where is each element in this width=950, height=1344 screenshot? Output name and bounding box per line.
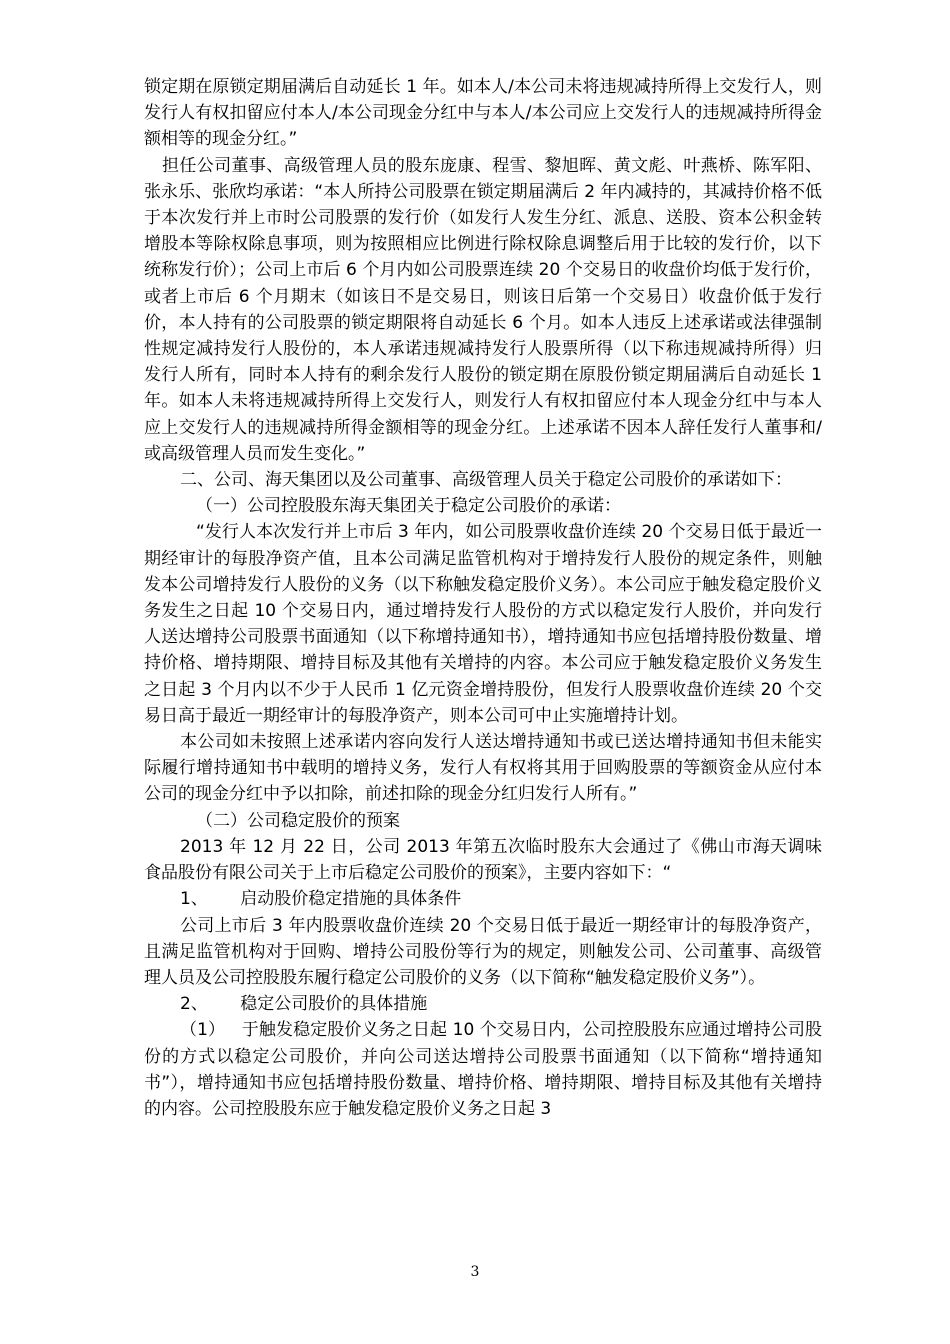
paragraph-10: 公司上市后 3 年内股票收盘价连续 20 个交易日低于最近一期经审计的每股净资产，且满足监管机构对于回购、增持公司股份等行为的规定，则触发公司、公司董事、高级管理人员及公司控股股东履行稳定公司股价的义务（以下简称“触发稳定股价义务”）。 bbox=[144, 915, 822, 988]
paragraph-5: “发行人本次发行并上市后 3 年内，如公司股票收盘价连续 20 个交易日低于最近一期经审计的每股净资产值，且本公司满足监管机构对于增持发行人股份的规定条件，则触发本公司增持发行人股份的义务（以下称触发稳定股价义务）。本公司应于触发稳定股价义务发生之日起 10 个交易日内，通过增持发行人股份的方式以稳定发行人股价，并向发行人送达增持公司股票书面通知（以下称增持通知书），增持通知书应包括增持股份数量、增持价格、增持期限、增持目标及其他有关增持的内容。本公司应于触发稳定股价义务发生之日起 3 个月内以不少于人民币 1 亿元资金增持股份，但发行人股票收盘价连续 20 个交易日高于最近一期经审计的每股净资产，则本公司可中止实施增持计划。 bbox=[144, 522, 822, 726]
paragraph-7-heading: （二）公司稳定股价的预案 bbox=[196, 810, 400, 831]
document-body bbox=[144, 74, 828, 1122]
paragraph-4-heading: （一）公司控股股东海天集团关于稳定公司股价的承诺： bbox=[196, 496, 621, 517]
paragraph-3: 二、公司、海天集团以及公司董事、高级管理人员关于稳定公司股价的承诺如下： bbox=[180, 470, 792, 491]
paragraph-12: （1） 于触发稳定股价义务之日起 10 个交易日内，公司控股股东应通过增持公司股份的方式以稳定公司股价，并向公司送达增持公司股票书面通知（以下简称“增持通知书”），增持通知书应包括增持股份数量、增持价格、增持期限、增持目标及其他有关增持的内容。公司控股股东应于触发稳定股价义务之日起 3 bbox=[144, 1020, 822, 1119]
paragraph-11-heading: 2、 稳定公司股价的具体措施 bbox=[180, 994, 428, 1015]
paragraph-9-heading: 1、 启动股价稳定措施的具体条件 bbox=[180, 889, 462, 910]
paragraph-1: 锁定期在原锁定期届满后自动延长 1 年。如本人/本公司未将违规减持所得上交发行人，则发行人有权扣留应付本人/本公司现金分红中与本人/本公司应上交发行人的违规减持所得金额相等的现金分红。” bbox=[144, 77, 822, 150]
paragraph-6: 本公司如未按照上述承诺内容向发行人送达增持通知书或已送达增持通知书但未能实际履行增持通知书中载明的增持义务，发行人有权将其用于回购股票的等额资金从应付本公司的现金分红中予以扣除，前述扣除的现金分红归发行人所有。” bbox=[144, 732, 822, 805]
paragraph-2: 担任公司董事、高级管理人员的股东庞康、程雪、黎旭晖、黄文彪、叶燕桥、陈军阳、张永乐、张欣均承诺：“本人所持公司股票在锁定期届满后 2 年内减持的，其减持价格不低于本次发行并上市时公司股票的发行价（如发行人发生分红、派息、送股、资本公积金转增股本等除权除息事项，则为按照相应比例进行除权除息调整后用于比较的发行价，以下统称发行价）；公司上市后 6 个月内如公司股票连续 20 个交易日的收盘价均低于发行价，或者上市后 6 个月期末（如该日不是交易日，则该日后第一个交易日）收盘价低于发行价，本人持有的公司股票的锁定期限将自动延长 6 个月。如本人违反上述承诺或法律强制性规定减持发行人股份的，本人承诺违规减持发行人股票所得（以下称违规减持所得）归发行人所有，同时本人持有的剩余发行人股份的锁定期在原股份锁定期届满后自动延长 1 年。如本人未将违规减持所得上交发行人，则发行人有权扣留应付本人现金分红中与本人应上交发行人的违规减持所得金额相等的现金分红。上述承诺不因本人辞任发行人董事和/或高级管理人员而发生变化。” bbox=[144, 155, 828, 464]
page-number: 3 bbox=[470, 1264, 480, 1280]
paragraph-8: 2013 年 12 月 22 日，公司 2013 年第五次临时股东大会通过了《佛山市海天调味食品股份有限公司关于上市后稳定公司股价的预案》，主要内容如下：“ bbox=[144, 836, 822, 884]
